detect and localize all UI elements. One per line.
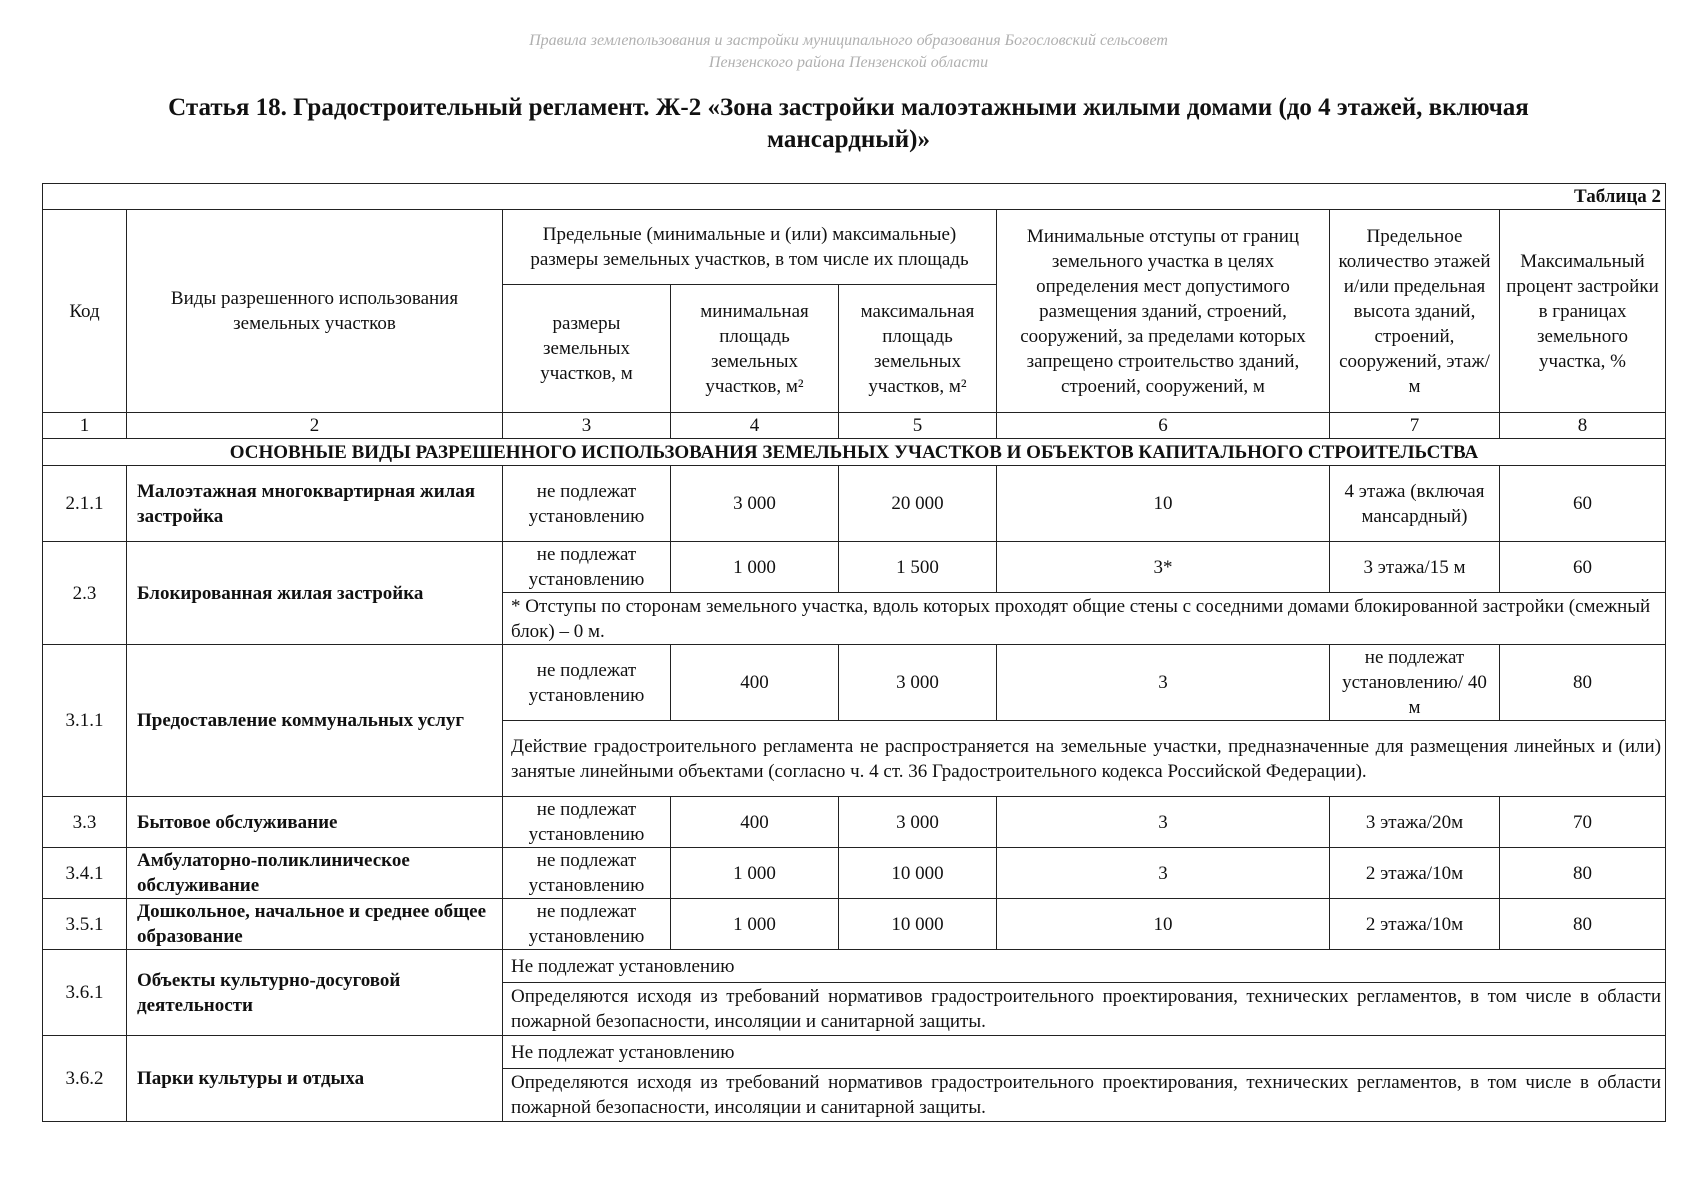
table-row — [43, 542, 1666, 593]
running-header — [0, 30, 1697, 74]
row-size: не подлежат установлению — [503, 848, 671, 899]
row-name: Амбулаторно-поликлиническое обслуживание — [127, 848, 503, 899]
row-note: Определяются исходя из требований нормативов градостроительного проектирования, технических регламентов, в том числе в области пожарной безопасности, инсоляции и санитарной защиты. — [503, 983, 1666, 1036]
row-max-area: 20 000 — [839, 466, 997, 542]
row-coverage: 80 — [1500, 645, 1666, 721]
table-row — [43, 1036, 1666, 1069]
running-header-line2: Пензенского района Пензенской области — [708, 54, 989, 71]
row-coverage: 70 — [1500, 797, 1666, 848]
row-setback: 3 — [997, 797, 1330, 848]
column-number: 3 — [503, 413, 671, 439]
column-number: 7 — [1330, 413, 1500, 439]
row-note: * Отступы по сторонам земельного участка, вдоль которых проходят общие стены с соседними домами блокированной застройки (смежный блок) – 0 м. — [503, 593, 1666, 645]
row-name: Блокированная жилая застройка — [127, 542, 503, 645]
header-setbacks: Минимальные отступы от границ земельного участка в целях определения мест допустимого размещения зданий, строений, сооружений, за пределами которых запрещено строительство зданий, строений, сооружений, м — [997, 210, 1330, 413]
row-min-area: 1 000 — [671, 848, 839, 899]
row-coverage: 80 — [1500, 899, 1666, 950]
row-setback: 10 — [997, 899, 1330, 950]
row-max-area: 10 000 — [839, 899, 997, 950]
row-min-area: 1 000 — [671, 899, 839, 950]
row-coverage: 60 — [1500, 542, 1666, 593]
row-size: не подлежат установлению — [503, 899, 671, 950]
page-title: Статья 18. Градостроительный регламент. Ж-2 «Зона застройки малоэтажными жилыми домами (до 4 этажей, включая мансардный)» — [168, 94, 1529, 153]
row-min-area: 3 000 — [671, 466, 839, 542]
regulation-table — [42, 183, 1666, 1122]
row-name: Объекты культурно-досуговой деятельности — [127, 950, 503, 1036]
row-size: не подлежат установлению — [503, 542, 671, 593]
table-row — [43, 797, 1666, 848]
table-row — [43, 899, 1666, 950]
row-floors: 3 этажа/15 м — [1330, 542, 1500, 593]
row-min-area: 400 — [671, 797, 839, 848]
row-code: 3.6.2 — [43, 1036, 127, 1122]
row-floors: 2 этажа/10м — [1330, 899, 1500, 950]
column-number: 8 — [1500, 413, 1666, 439]
row-setback: 3* — [997, 542, 1330, 593]
row-coverage: 80 — [1500, 848, 1666, 899]
row-note: Действие градостроительного регламента не распространяется на земельные участки, предназначенные для размещения линейных и (или) занятые линейными объектами (согласно ч. 4 ст. 36 Градостроительного кодекса Российской Федерации). — [503, 721, 1666, 797]
row-code: 2.3 — [43, 542, 127, 645]
table-row — [43, 645, 1666, 721]
row-name: Дошкольное, начальное и среднее общее образование — [127, 899, 503, 950]
column-number: 5 — [839, 413, 997, 439]
column-number: 4 — [671, 413, 839, 439]
column-number: 6 — [997, 413, 1330, 439]
header-code: Код — [43, 210, 127, 413]
row-size: не подлежат установлению — [503, 797, 671, 848]
row-setback: 3 — [997, 848, 1330, 899]
column-number: 2 — [127, 413, 503, 439]
row-name: Предоставление коммунальных услуг — [127, 645, 503, 797]
row-floors: 4 этажа (включая мансардный) — [1330, 466, 1500, 542]
row-note: Определяются исходя из требований нормативов градостроительного проектирования, технических регламентов, в том числе в области пожарной безопасности, инсоляции и санитарной защиты. — [503, 1069, 1666, 1122]
row-code: 3.6.1 — [43, 950, 127, 1036]
table-row — [43, 950, 1666, 983]
row-coverage: 60 — [1500, 466, 1666, 542]
header-min-area: минимальная площадь земельных участков, м² — [671, 285, 839, 413]
row-name: Бытовое обслуживание — [127, 797, 503, 848]
row-max-area: 3 000 — [839, 797, 997, 848]
row-code: 3.1.1 — [43, 645, 127, 797]
row-name: Малоэтажная многоквартирная жилая застройка — [127, 466, 503, 542]
row-size: не подлежат установлению — [503, 645, 671, 721]
row-params: Не подлежат установлению — [503, 950, 1666, 983]
row-code: 2.1.1 — [43, 466, 127, 542]
header-floors: Предельное количество этажей и/или предельная высота зданий, строений, сооружений, этаж/м — [1330, 210, 1500, 413]
header-max-area: максимальная площадь земельных участков, м² — [839, 285, 997, 413]
row-setback: 10 — [997, 466, 1330, 542]
section-title: ОСНОВНЫЕ ВИДЫ РАЗРЕШЕННОГО ИСПОЛЬЗОВАНИЯ ЗЕМЕЛЬНЫХ УЧАСТКОВ И ОБЪЕКТОВ КАПИТАЛЬНОГО СТРОИТЕЛЬСТВА — [43, 439, 1666, 466]
table-caption: Таблица 2 — [43, 184, 1666, 210]
row-code: 3.4.1 — [43, 848, 127, 899]
row-setback: 3 — [997, 645, 1330, 721]
row-size: не подлежат установлению — [503, 466, 671, 542]
row-max-area: 3 000 — [839, 645, 997, 721]
row-code: 3.3 — [43, 797, 127, 848]
header-max-coverage: Максимальный процент застройки в границах земельного участка, % — [1500, 210, 1666, 413]
column-number: 1 — [43, 413, 127, 439]
row-floors: 3 этажа/20м — [1330, 797, 1500, 848]
header-use-types: Виды разрешенного использования земельных участков — [127, 210, 503, 413]
header-size-limits-group: Предельные (минимальные и (или) максимальные) размеры земельных участков, в том числе их площадь — [503, 210, 997, 285]
row-min-area: 1 000 — [671, 542, 839, 593]
row-code: 3.5.1 — [43, 899, 127, 950]
row-max-area: 10 000 — [839, 848, 997, 899]
table-row — [43, 466, 1666, 542]
table-row — [43, 848, 1666, 899]
column-number-row — [43, 413, 1666, 439]
row-name: Парки культуры и отдыха — [127, 1036, 503, 1122]
row-floors: не подлежат установлению/ 40 м — [1330, 645, 1500, 721]
row-params: Не подлежат установлению — [503, 1036, 1666, 1069]
row-floors: 2 этажа/10м — [1330, 848, 1500, 899]
row-max-area: 1 500 — [839, 542, 997, 593]
running-header-line1: Правила землепользования и застройки муниципального образования Богословский сельсовет — [529, 32, 1168, 49]
row-min-area: 400 — [671, 645, 839, 721]
header-sizes: размеры земельных участков, м — [503, 285, 671, 413]
